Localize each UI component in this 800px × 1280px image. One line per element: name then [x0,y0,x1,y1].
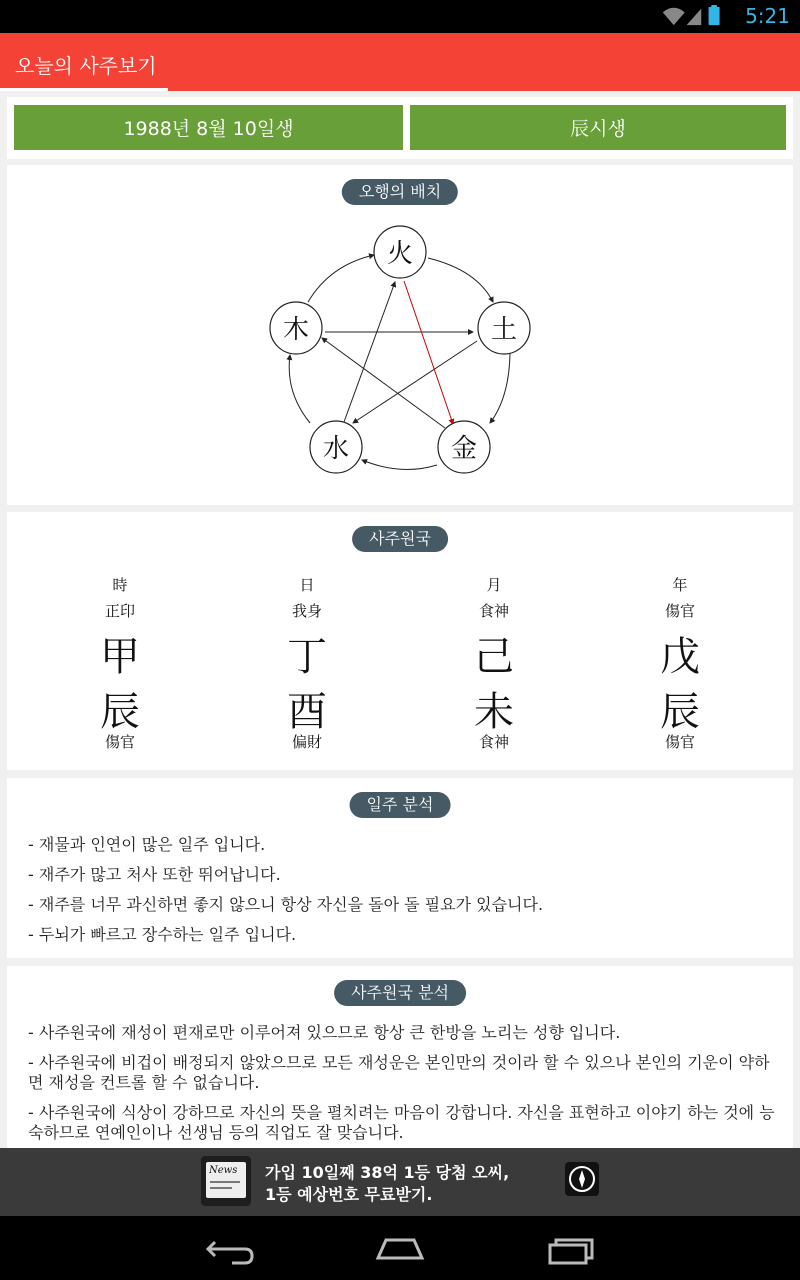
analysis-line: - 재주가 많고 처사 또한 뛰어납니다. [28,865,281,884]
ad-line-1: 가입 10일째 38억 1등 당첨 오씨, [265,1163,510,1182]
battery-icon [709,5,720,25]
cycle-arrow-metal-water [362,460,437,469]
compass-icon[interactable] [565,1162,599,1196]
pillar-bottom-ten-god: 傷官 [104,733,135,751]
cycle-arrow-wood-fire [308,255,374,302]
system-nav-bar [0,1216,800,1280]
water-node [310,421,362,473]
pillar-branch: 辰 [660,689,700,735]
metal-label: 金 [450,434,478,464]
pillar-top-ten-god: 正印 [104,602,135,620]
analysis-line: - 사주원국에 식상이 강하므로 자신의 뜻을 펼치려는 마음이 강합니다. 자신을 표현하고 이야기 하는 것에 능숙하므로 연예인이나 선생님 등의 직업도 잘 맞습니다. [28,1103,775,1142]
earth-label: 土 [490,315,518,345]
analysis-line: - 두뇌가 빠르고 장수하는 일주 입니다. [28,925,297,944]
news-icon [201,1156,251,1206]
fire-label: 火 [386,239,414,269]
earth-node [478,302,530,354]
cycle-arrow-water-wood [289,355,310,423]
active-tab-indicator [0,88,168,91]
wonguk-lines [28,1023,778,1153]
pillar-top-ten-god: 我身 [291,602,322,620]
analysis-line: - 사주원국에 재성이 편재로만 이루어져 있으므로 항상 큰 한방을 노리는 성향 입니다. [28,1023,621,1042]
analysis-line: - 재주를 너무 과신하면 좋지 않으니 항상 자신을 돌아 돌 필요가 있습니다. [28,895,544,914]
ilju-title: 일주 분석 [350,792,451,818]
analysis-line: - 사주원국에 비겁이 배정되지 않았으므로 모든 재성운은 본인만의 것이라 할 수 있으나 본인의 기운이 약하면 재성을 컨트롤 할 수 없습니다. [28,1053,770,1092]
status-icons [658,5,728,27]
wonguk-title: 사주원국 분석 [334,980,466,1006]
ilju-card [7,778,793,958]
metal-node [438,421,490,473]
saju-title: 사주원국 [352,526,448,552]
pillar-top-ten-god: 傷官 [664,602,695,620]
wuxing-diagram [7,165,793,505]
ad-line-2: 1등 예상번호 무료받기. [265,1185,433,1204]
pillar-bottom-ten-god: 傷官 [664,733,695,751]
star-earth-water [353,341,477,423]
pillar-pos: 年 [672,576,688,594]
pillar-pos: 日 [299,576,315,594]
pillar-stem: 甲 [100,634,140,680]
app-title[interactable]: 오늘의 사주보기 [15,54,157,78]
cycle-arrow-fire-earth [428,258,493,302]
wood-label: 木 [282,315,310,345]
birth-hour-button[interactable]: 辰시생 [410,105,786,150]
pillar-branch: 辰 [100,689,140,735]
pillar-stem: 己 [474,634,514,680]
pillar-branch: 酉 [287,689,327,735]
ad-text[interactable] [265,1162,509,1206]
pillar-branch: 未 [474,689,514,735]
home-icon[interactable] [378,1240,422,1258]
pillar-stem: 丁 [287,634,327,680]
app-bar [0,33,800,91]
news-icon-label: News [209,1165,238,1176]
wuxing-title: 오행의 배치 [342,179,458,205]
ad-banner[interactable] [0,1148,800,1216]
wuxing-card [7,165,793,505]
status-bar [0,0,800,33]
birth-date-button[interactable]: 1988년 8월 10일생 [14,105,403,150]
star-fire-metal [404,281,453,424]
cycle-arrow-earth-metal [490,354,510,423]
recents-icon[interactable] [550,1240,592,1263]
analysis-line: - 재물과 인연이 많은 일주 입니다. [28,835,266,854]
wonguk-card [7,966,793,1156]
pillar-pos: 月 [486,576,502,594]
star-metal-wood [322,338,445,428]
pillar-top-ten-god: 食神 [478,602,509,620]
fire-node [374,226,426,278]
wifi-icon [663,8,685,25]
back-icon[interactable] [208,1242,252,1263]
wood-node [270,302,322,354]
ilju-lines [28,835,778,955]
pillar-bottom-ten-god: 食神 [478,733,509,751]
water-label: 水 [322,434,350,464]
saju-card [7,512,793,770]
pillar-bottom-ten-god: 偏財 [291,733,322,751]
pillar-stem: 戊 [660,634,700,680]
birth-info-card [7,97,793,159]
clock: 5:21 [745,4,790,28]
pillar-pos: 時 [112,576,128,594]
signal-icon [687,9,702,26]
star-water-fire [344,282,395,422]
